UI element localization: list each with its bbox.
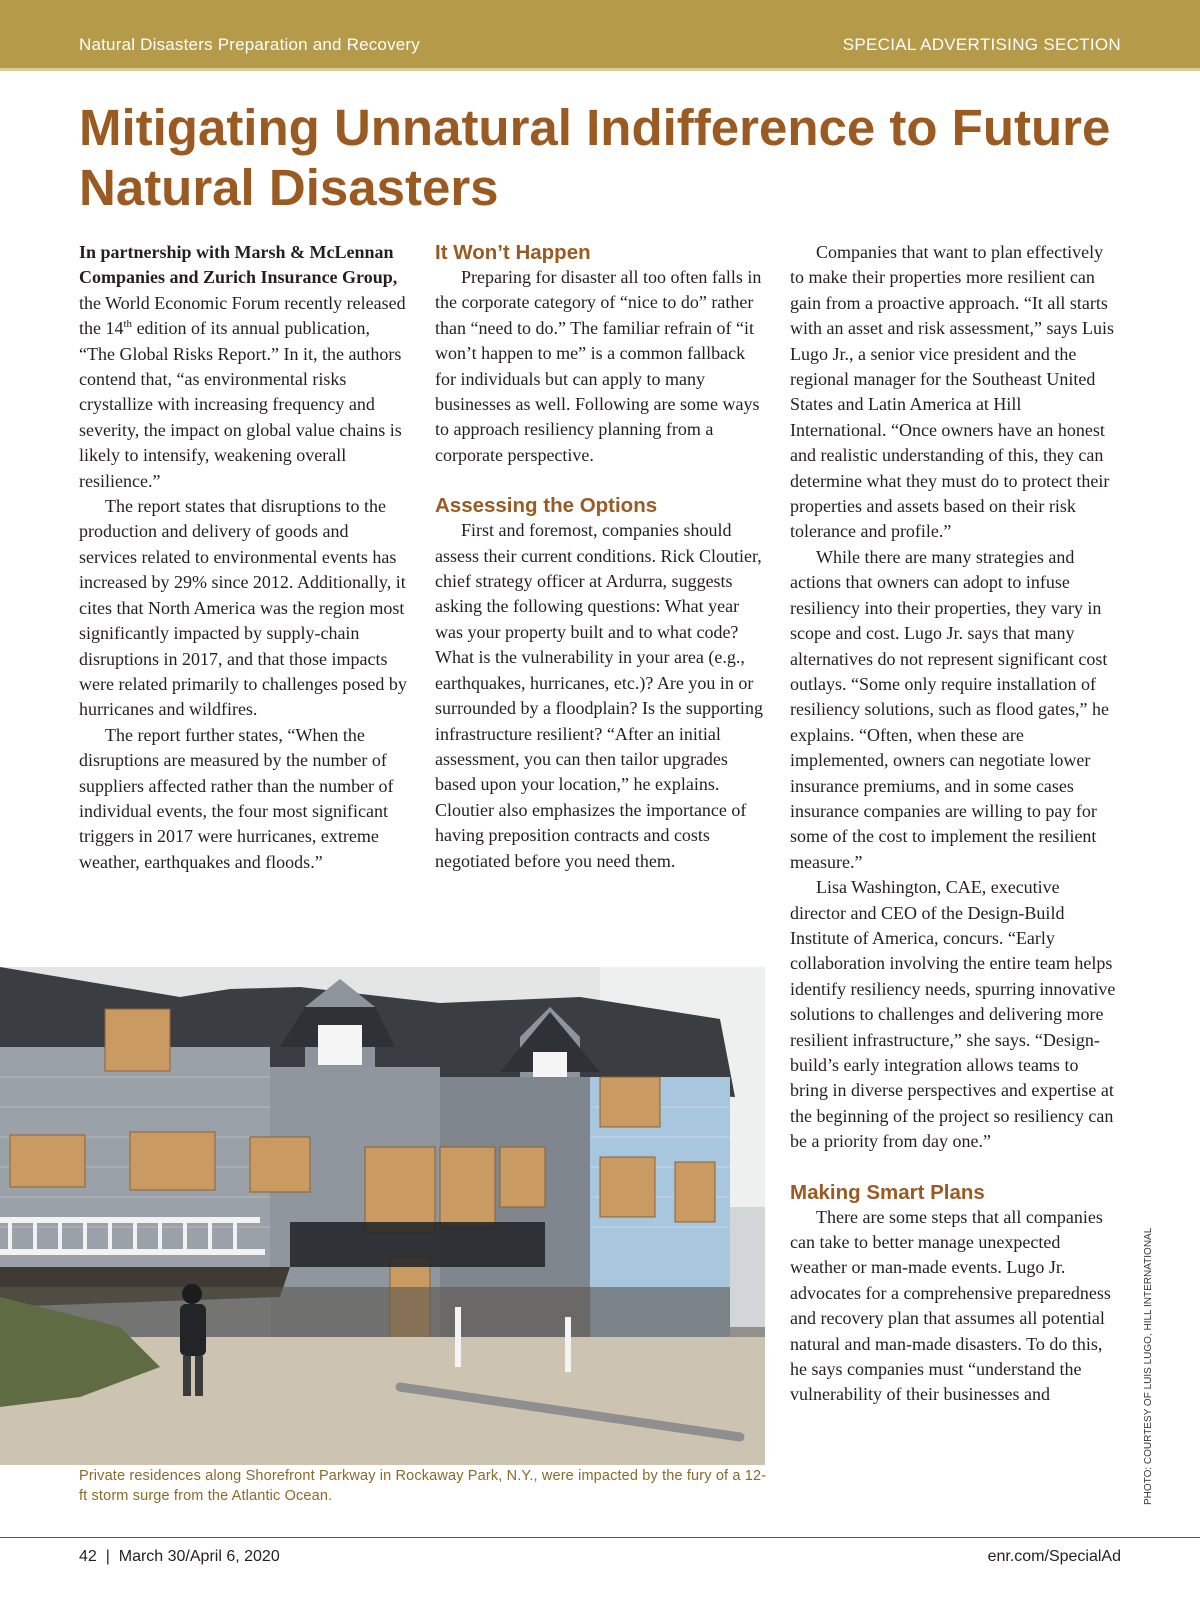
subhead-it-wont-happen: It Won’t Happen bbox=[435, 241, 591, 264]
photo-credit: PHOTO: COURTESY OF LUIS LUGO, HILL INTERNATIONAL bbox=[1143, 1227, 1154, 1505]
article-title: Mitigating Unnatural Indifference to Future Natural Disasters bbox=[79, 99, 1111, 216]
partner-lead: In partnership with Marsh & McLennan Companies and Zurich Insurance Group, bbox=[79, 242, 398, 288]
header-rule bbox=[0, 68, 1200, 71]
footer-url: enr.com/SpecialAd bbox=[987, 1548, 1121, 1565]
footer-rule bbox=[0, 1537, 1200, 1538]
section-name: Natural Disasters Preparation and Recovery bbox=[79, 35, 420, 54]
photo-caption: Private residences along Shorefront Parkway in Rockaway Park, N.Y., were impacted by the fury of a 12-ft storm surge from the Atlantic Ocean. bbox=[79, 1468, 767, 1504]
paragraph: First and foremost, companies should assess their current conditions. Rick Cloutier, chief strategy officer at Ardurra, suggests asking the following questions: What year was your property built and to what code? What is the vulnerability in your area (e.g., earthquakes, hurricanes, etc.)? Are you in or surrounded by a floodplain? Is the supporting infrastructure resilient? “After an initial assessment, you can then tailor upgrades based upon your location,” he explains. Cloutier also emphasizes the importance of having preposition contracts and costs negotiated before you need them. bbox=[435, 520, 763, 871]
advertising-label: SPECIAL ADVERTISING SECTION bbox=[842, 35, 1121, 54]
paragraph: In partnership with Marsh & McLennan Companies and Zurich Insurance Group, the World Economic Forum recently released the 14th edition of its annual publication, “The Global Risks Report.” In it, the authors contend that, “as environmental risks crystallize with increasing frequency and severity, the impact on global value chains is likely to intensify, weakening overall resilience.” bbox=[79, 242, 406, 491]
paragraph: Companies that want to plan effectively to make their properties more resilient can gain from a proactive approach. “It all starts with an asset and risk assessment,” says Luis Lugo Jr., a senior vice president and the regional manager for the Southeast United States and Latin America at Hill International. “Once owners have an honest and realistic understanding of this, they can determine what they must do to protect their properties and assets based on their risk tolerance and profile.” bbox=[790, 242, 1114, 542]
article-column-3 bbox=[790, 240, 1118, 1408]
storm-damaged-houses-photo bbox=[0, 967, 765, 1465]
paragraph: The report further states, “When the disruptions are measured by the number of suppliers affected rather than the number of individual events, the four most significant triggers in 2017 were hurricanes, extreme weather, earthquakes and floods.” bbox=[79, 724, 394, 872]
paragraph: There are some steps that all companies can take to better manage unexpected weather or man-made events. Lugo Jr. advocates for a comprehensive preparedness and recovery plan that assumes all potential natural and man-made disasters. To do this, he says companies must “understand the vulnerability of their businesses and bbox=[790, 1206, 1111, 1405]
paragraph: The report states that disruptions to the production and delivery of goods and services related to environmental events has increased by 29% since 2012. Additionally, it cites that North America was the region most significantly impacted by supply-chain disruptions in 2017, and that those impacts were related primarily to challenges posed by hurricanes and wildfires. bbox=[79, 496, 407, 720]
article-column-1 bbox=[79, 240, 407, 875]
page-number-date: 42 | March 30/April 6, 2020 bbox=[79, 1548, 280, 1565]
subhead-assessing-options: Assessing the Options bbox=[435, 494, 658, 518]
article-column-2 bbox=[435, 240, 763, 874]
paragraph: Lisa Washington, CAE, executive director and CEO of the Design-Build Institute of America, concurs. “Early collaboration involving the entire team helps identify resiliency needs, spurring innovative solutions to challenges and delivering more resilient infrastructure,” she says. “Design-build’s early integration allows teams to bring in diverse perspectives and expertise at the beginning of the project so resiliency can be a priority from day one.” bbox=[790, 877, 1116, 1152]
paragraph: While there are many strategies and actions that owners can adopt to infuse resiliency into their properties, they vary in scope and cost. Lugo Jr. says that many alternatives do not represent significant cost outlays. “Some only require installation of resiliency solutions, such as flood gates,” he explains. “Often, when these are implemented, owners can negotiate lower insurance premiums, and in some cases insurance companies are willing to pay for some of the cost to implement the resilient measure.” bbox=[790, 546, 1109, 872]
header-banner bbox=[0, 0, 1200, 68]
subhead-making-smart-plans: Making Smart Plans bbox=[790, 1180, 985, 1204]
paragraph: Preparing for disaster all too often falls in the corporate category of “nice to do” rather than “need to do.” The familiar refrain of “it won’t happen to me” is a common fallback for individuals but can apply to many businesses as well. Following are some ways to approach resiliency planning from a corporate perspective. bbox=[435, 267, 762, 465]
